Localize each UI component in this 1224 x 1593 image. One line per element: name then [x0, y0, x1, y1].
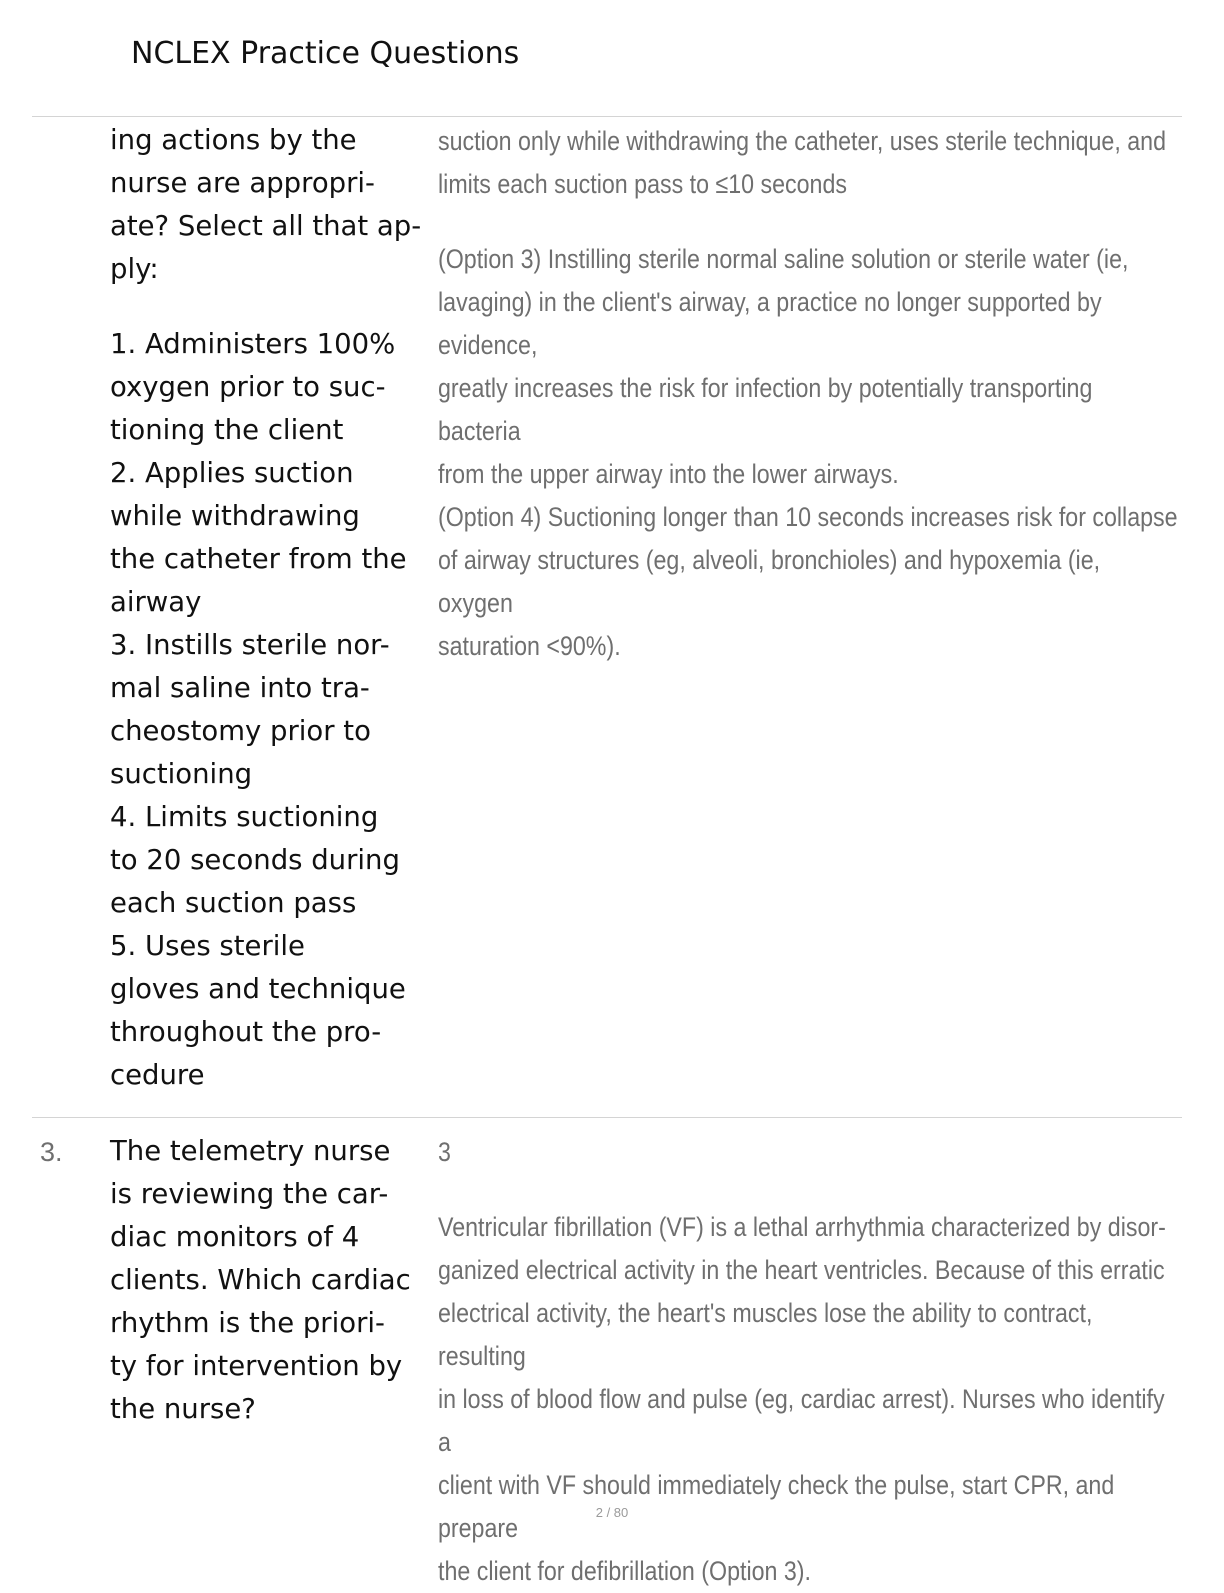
answer-key: 3	[438, 1137, 451, 1167]
answer-line: lavaging) in the client's airway, a practice no longer supported by evidence,	[438, 287, 1102, 360]
answer-line: client with VF should immediately check the pulse, start CPR, and prepare	[438, 1470, 1115, 1543]
answer-text	[438, 1131, 1179, 1593]
answer-line: electrical activity, the heart's muscles lose the ability to contract, resulting	[438, 1298, 1093, 1371]
answer-line: of airway structures (eg, alveoli, bronchioles) and hypoxemia (ie, oxygen	[438, 545, 1101, 618]
option-line: cedure	[110, 1059, 205, 1091]
option-line: the catheter from the	[110, 543, 407, 575]
question-line: ply:	[110, 253, 159, 285]
answer-line: from the upper airway into the lower airways.	[438, 459, 899, 489]
answer-text-continued	[438, 120, 1179, 668]
question-line: is reviewing the car-	[110, 1178, 389, 1210]
answer-line: the client for defibrillation (Option 3).	[438, 1556, 811, 1586]
option-line: 5. Uses sterile	[110, 930, 305, 962]
option-line: each suction pass	[110, 887, 357, 919]
option-line: 2. Applies suction	[110, 457, 354, 489]
option-line: while withdrawing	[110, 500, 360, 532]
option-line: mal saline into tra-	[110, 672, 370, 704]
answer-line: saturation <90%).	[438, 631, 621, 661]
question-line: the nurse?	[110, 1393, 256, 1425]
option-line: gloves and technique	[110, 973, 406, 1005]
option-line: oxygen prior to suc-	[110, 371, 386, 403]
question-line: nurse are appropri-	[110, 167, 375, 199]
top-divider	[32, 116, 1182, 117]
answer-line: (Option 4) Suctioning longer than 10 seconds increases risk for collapse	[438, 502, 1178, 532]
option-line: airway	[110, 586, 202, 618]
question-line: ate? Select all that ap-	[110, 210, 422, 242]
question-line: ing actions by the	[110, 124, 357, 156]
question-line: The telemetry nurse	[110, 1135, 391, 1167]
option-line: 3. Instills sterile nor-	[110, 629, 390, 661]
page-number: 2 / 80	[595, 1505, 629, 1520]
page-title: NCLEX Practice Questions	[131, 36, 520, 71]
question-line: rhythm is the priori-	[110, 1307, 385, 1339]
question-text	[110, 1130, 440, 1431]
question-text-continued	[110, 119, 440, 1097]
answer-line: ganized electrical activity in the heart ventricles. Because of this erratic	[438, 1255, 1165, 1285]
question-number: 3.	[40, 1137, 63, 1167]
option-line: tioning the client	[110, 414, 344, 446]
answer-line: limits each suction pass to ≤10 seconds	[438, 169, 847, 199]
question-line: ty for intervention by	[110, 1350, 403, 1382]
answer-line: Ventricular fibrillation (VF) is a lethal arrhythmia characterized by disor-	[438, 1212, 1166, 1242]
option-line: suctioning	[110, 758, 253, 790]
option-line: throughout the pro-	[110, 1016, 382, 1048]
option-line: 4. Limits suctioning	[110, 801, 379, 833]
answer-line: greatly increases the risk for infection by potentially transporting bacteria	[438, 373, 1093, 446]
answer-line: in loss of blood flow and pulse (eg, cardiac arrest). Nurses who identify a	[438, 1384, 1165, 1457]
answer-line: (Option 3) Instilling sterile normal saline solution or sterile water (ie,	[438, 244, 1129, 274]
answer-line: suction only while withdrawing the catheter, uses sterile technique, and	[438, 126, 1166, 156]
question-line: diac monitors of 4	[110, 1221, 360, 1253]
option-line: to 20 seconds during	[110, 844, 400, 876]
card-divider	[32, 1117, 1182, 1118]
option-line: cheostomy prior to	[110, 715, 371, 747]
question-line: clients. Which cardiac	[110, 1264, 411, 1296]
option-line: 1. Administers 100%	[110, 328, 396, 360]
